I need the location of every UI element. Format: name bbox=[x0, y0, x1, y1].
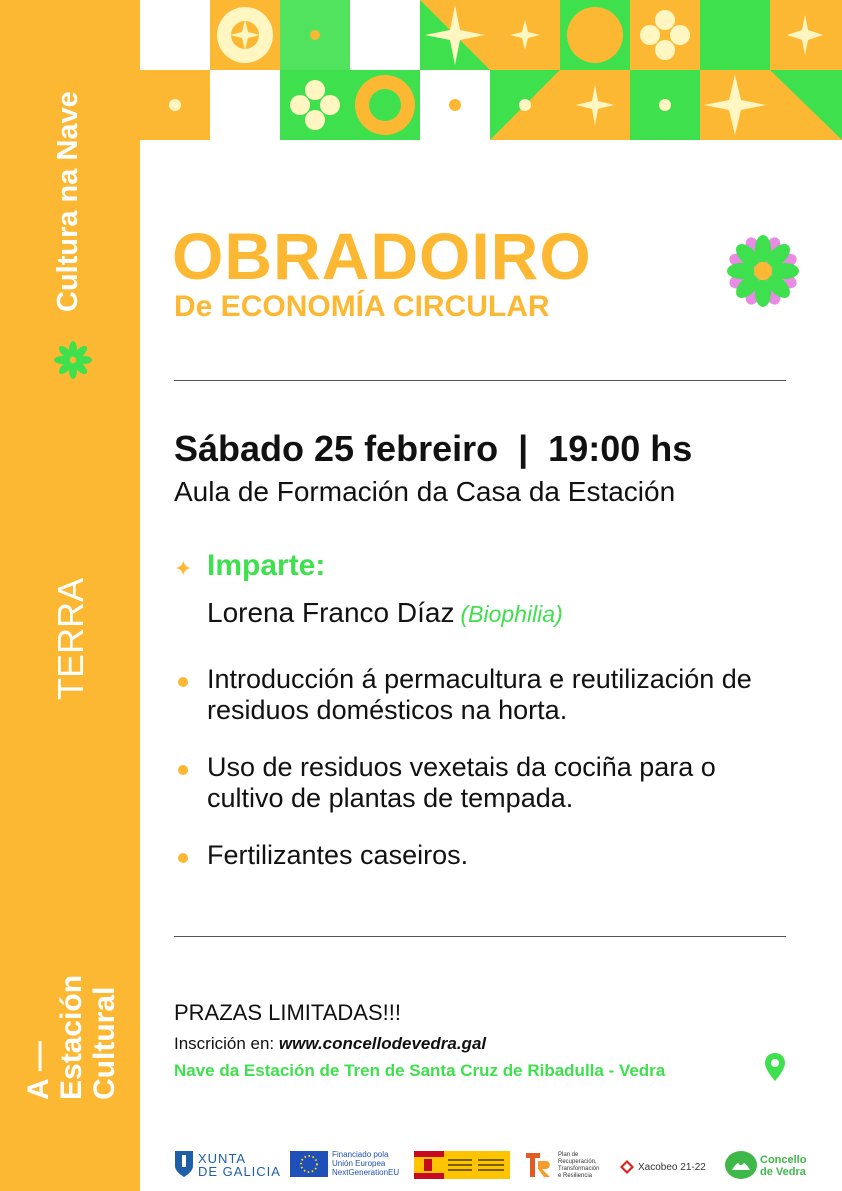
logo-eu-line1: Financiado pola bbox=[332, 1150, 389, 1159]
government-logo-icon bbox=[414, 1151, 510, 1179]
logo-plan-line1: Plan de bbox=[558, 1152, 579, 1158]
list-item: Uso de residuos vexetais da cociña para o cultivo de plantas de tempada. bbox=[207, 752, 716, 813]
limited-places-notice: PRAZAS LIMITADAS!!! bbox=[174, 1000, 401, 1025]
logo-plan-line4: e Resiliencia bbox=[558, 1173, 593, 1179]
sidebar-bottom-line1: A — bbox=[22, 1041, 55, 1100]
logo-plan-line2: Recuperación, bbox=[558, 1159, 597, 1165]
list-item: Introducción á permacultura e reutilización de residuos domésticos na horta. bbox=[207, 664, 752, 725]
logo-xacobeo: Xacobeo 21-22 bbox=[638, 1162, 706, 1173]
bullet-icon bbox=[178, 853, 188, 863]
logo-concello-line1: Concello bbox=[760, 1154, 807, 1166]
recovery-plan-logo-icon bbox=[524, 1151, 554, 1179]
imparte-label: Imparte: bbox=[207, 549, 326, 582]
bullet-icon bbox=[178, 765, 188, 775]
registration-label: Inscrición en: bbox=[174, 1034, 275, 1053]
logo-concello bbox=[760, 1154, 806, 1178]
sidebar-middle-text: TERRA bbox=[50, 577, 91, 700]
flower-icon bbox=[724, 232, 802, 310]
location-pin-icon bbox=[764, 1052, 786, 1082]
page-subtitle: De ECONOMÍA CIRCULAR bbox=[174, 290, 550, 323]
header-pattern bbox=[140, 0, 842, 140]
concello-logo-icon bbox=[724, 1150, 758, 1180]
logo-xunta-line1: XUNTA bbox=[198, 1151, 247, 1166]
sparkle-icon: ✦ bbox=[174, 556, 193, 581]
divider bbox=[174, 936, 786, 937]
bullet-icon bbox=[178, 677, 188, 687]
logo-xunta-line2: DE GALICIA bbox=[198, 1164, 281, 1179]
sidebar-bottom-text bbox=[22, 975, 121, 1100]
sidebar-bottom-line2: Estación bbox=[55, 974, 88, 1100]
speaker bbox=[207, 597, 563, 629]
logo-eu bbox=[332, 1150, 399, 1177]
event-address: Nave da Estación de Tren de Santa Cruz de Ribadulla - Vedra bbox=[174, 1061, 666, 1080]
flower-icon bbox=[53, 340, 93, 380]
sidebar bbox=[0, 0, 140, 1191]
event-venue: Aula de Formación da Casa da Estación bbox=[174, 476, 676, 507]
logo-eu-line3: NextGenerationEU bbox=[332, 1168, 400, 1177]
logo-concello-line2: de Vedra bbox=[760, 1166, 806, 1178]
page-title: OBRADOIRO bbox=[172, 219, 592, 293]
divider bbox=[174, 380, 786, 381]
logo-plan bbox=[558, 1152, 599, 1180]
registration-link[interactable]: www.concellodevedra.gal bbox=[278, 1034, 487, 1053]
xacobeo-logo-icon bbox=[618, 1158, 636, 1176]
xunta-shield-icon bbox=[174, 1150, 194, 1178]
logo-eu-line2: Unión Europea bbox=[332, 1159, 386, 1168]
speaker-name: Lorena Franco Díaz bbox=[207, 597, 455, 628]
logo-xunta bbox=[198, 1152, 281, 1178]
speaker-org: (Biophilia) bbox=[460, 601, 563, 627]
eu-flag-icon bbox=[290, 1151, 328, 1177]
sidebar-bottom-line3: Cultural bbox=[88, 986, 121, 1100]
registration bbox=[174, 1034, 486, 1054]
list-item: Fertilizantes caseiros. bbox=[207, 840, 469, 870]
event-datetime: Sábado 25 febreiro | 19:00 hs bbox=[174, 428, 693, 469]
logo-plan-line3: Transformación bbox=[558, 1166, 600, 1172]
sidebar-top-text: Cultura na Nave bbox=[52, 91, 84, 312]
